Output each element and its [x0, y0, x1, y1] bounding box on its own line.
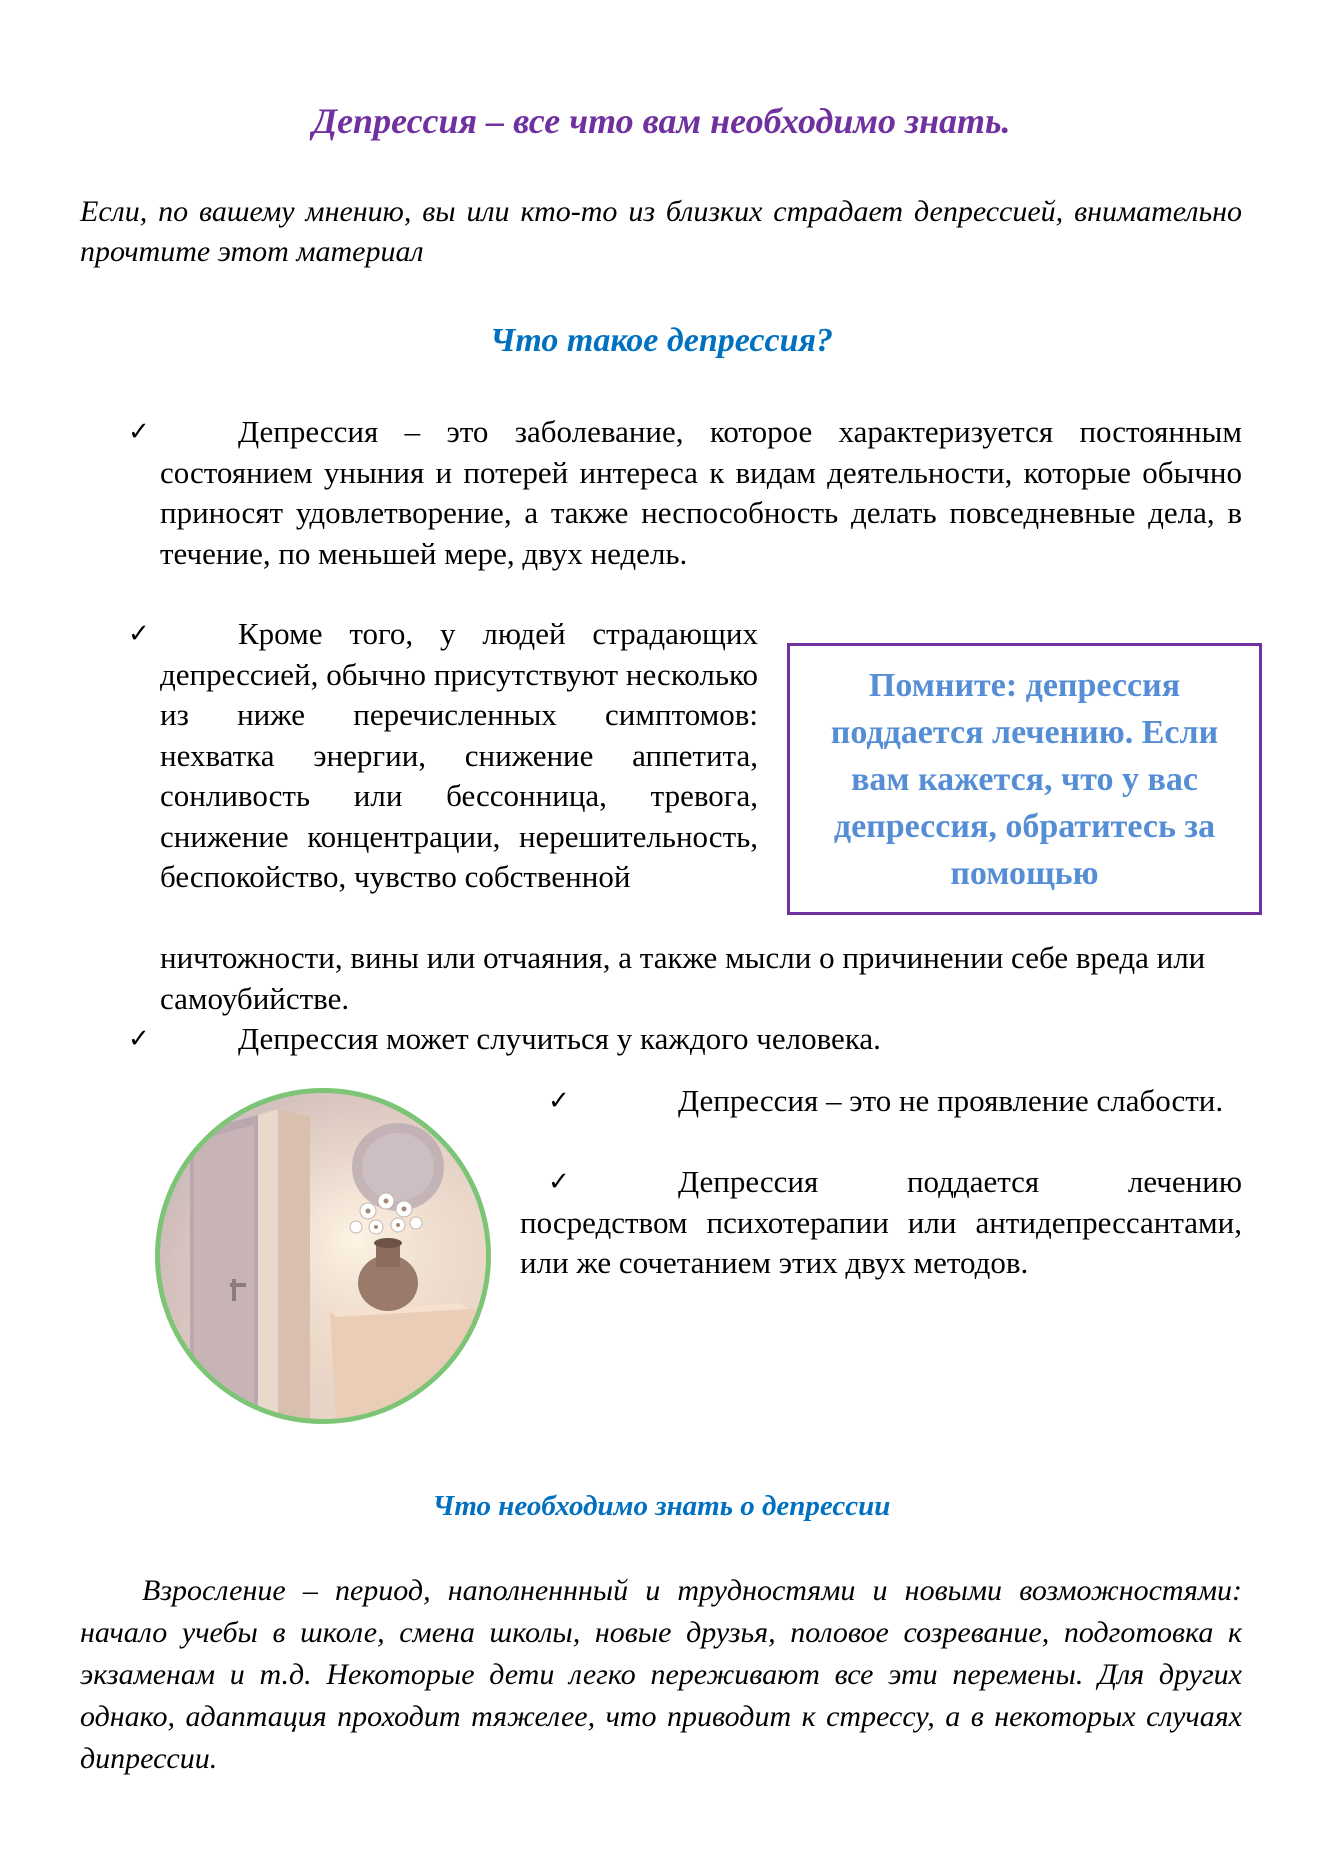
checkmark-icon: ✓ — [548, 1086, 570, 1116]
bullet-anyone: Депрессия может случиться у каждого человека. — [238, 1021, 881, 1056]
closing-paragraph: Взросление – период, наполненнный и трудностями и новыми возможностями: начало учебы в школе, смена школы, новые друзья, половое созревание, подготовка к экзаменам и т.д. Некоторые дети легко переживают все эти перемены. Для других однако, адаптация проходит тяжелее, что приводит к стрессу, а в некоторых случаях дипрессии. — [80, 1574, 1242, 1775]
checkmark-icon: ✓ — [128, 619, 150, 649]
bullet-symptoms-continued: ничтожности, вины или отчаяния, а также мысли о причинении себе вреда или самоубийстве. — [160, 940, 1206, 1016]
intro-text: Если, по вашему мнению, вы или кто-то из близких страдает депрессией, внимательно прочтите этот материал — [80, 195, 1242, 268]
checkmark-icon: ✓ — [128, 1024, 150, 1054]
reminder-callout — [787, 643, 1262, 915]
section-heading-what-is-depression: Что такое депрессия? — [489, 322, 834, 359]
room-photo — [155, 1088, 491, 1424]
bullet-not-weakness: Депрессия – это не проявление слабости. — [678, 1083, 1224, 1118]
bullet-treatable: Депрессия поддается лечению посредством психотерапии или антидепрессантами, или же сочетанием этих двух методов. — [520, 1164, 1242, 1280]
checkmark-icon: ✓ — [548, 1167, 570, 1197]
callout-text: Помните: депрессия поддается лечению. Если вам кажется, что у вас депрессия, обратитесь за помощью — [830, 666, 1219, 892]
bullet-symptoms: Кроме того, у людей страдающих депрессией, обычно присутствуют несколько из ниже перечисленных симптомов: нехватка энергии, снижение аппетита, сонливость или бессонница, тревога, снижение концентрации, нерешительность, беспокойство, чувство собственной — [160, 616, 758, 894]
sub-heading-what-to-know: Что необходимо знать о депрессии — [432, 1490, 891, 1522]
bullet-definition: Депрессия – это заболевание, которое характеризуется постоянным состоянием уныния и потерей интереса к видам деятельности, которые обычно приносят удовлетворение, а также неспособность делать повседневные дела, в течение, по меньшей мере, двух недель. — [160, 414, 1242, 571]
page-title: Депрессия – все что вам необходимо знать. — [312, 101, 1011, 141]
checkmark-icon: ✓ — [128, 417, 150, 447]
room-illustration — [160, 1093, 486, 1419]
